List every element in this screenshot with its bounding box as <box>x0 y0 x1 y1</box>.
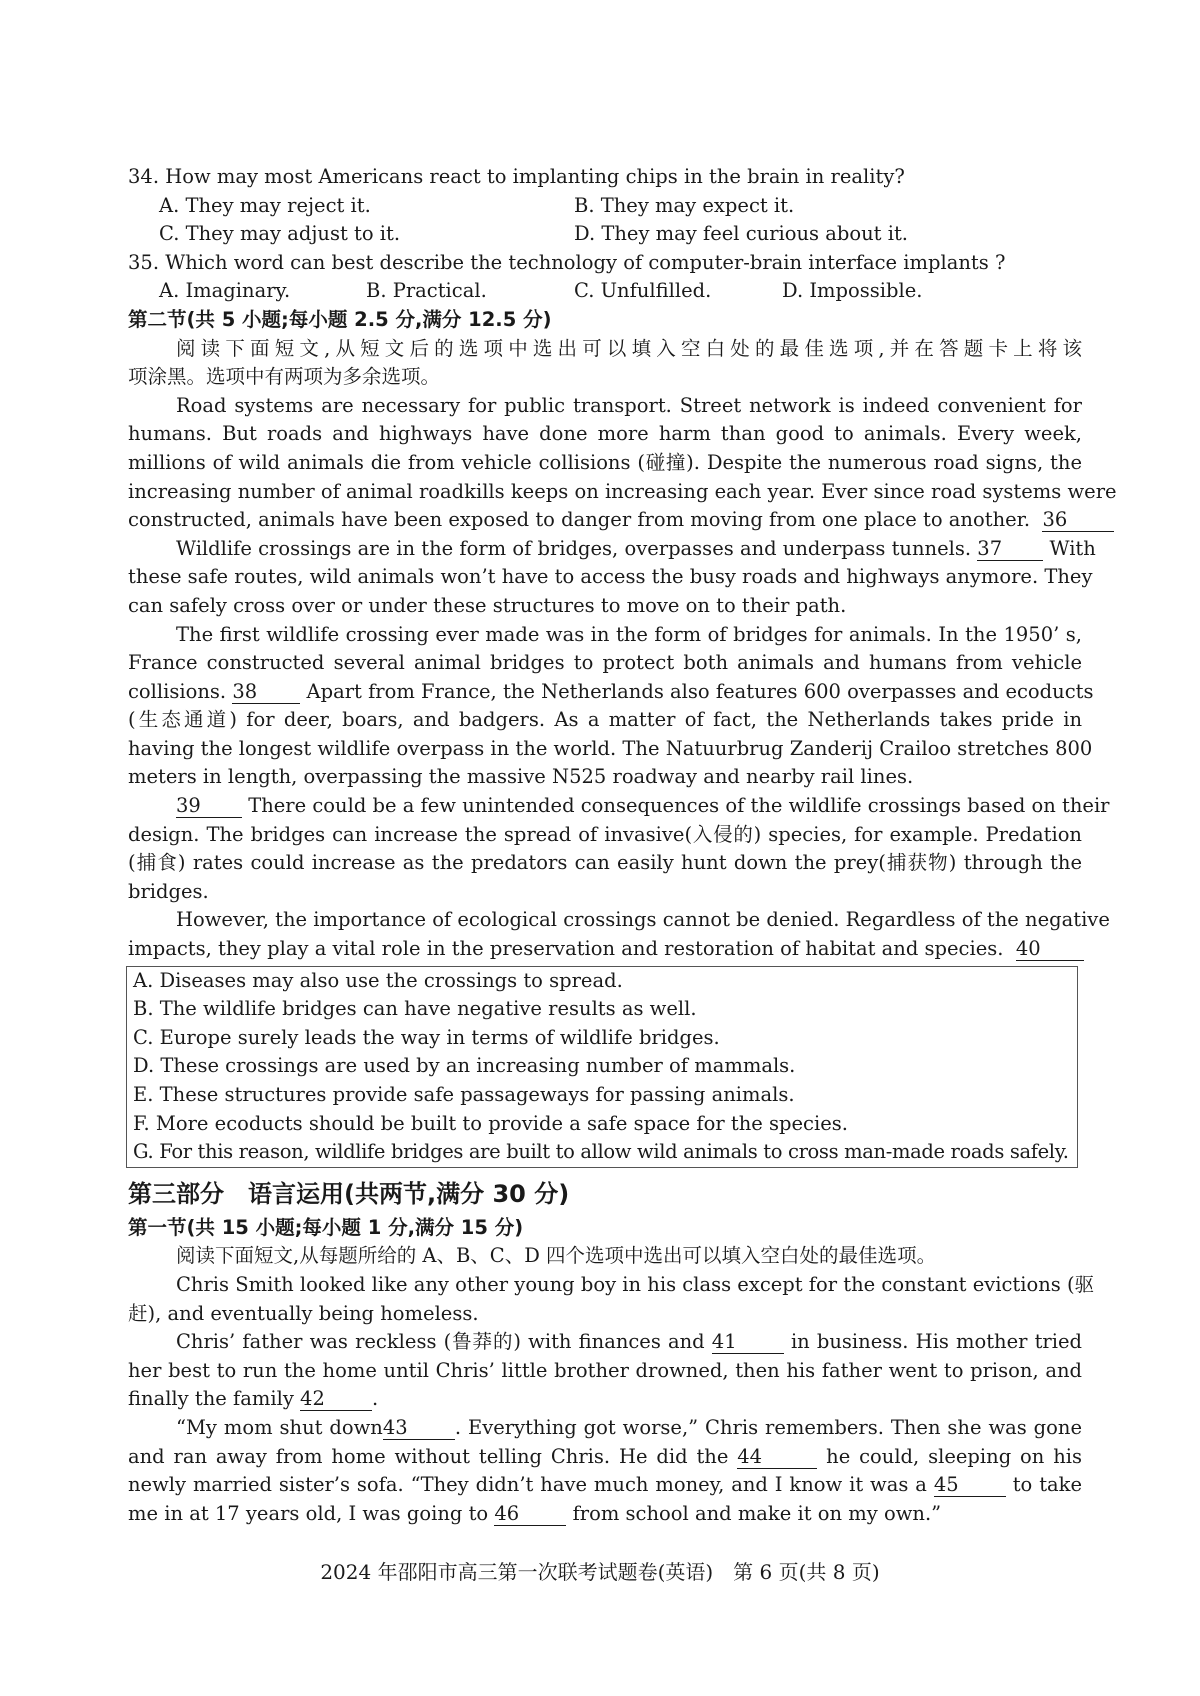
p3-line-6: meters in length, overpassing the massive N525 roadway and nearby rail lines. <box>128 765 914 789</box>
blank-36[interactable]: 36 <box>1042 509 1114 532</box>
q34-option-c: C. They may adjust to it. <box>159 222 401 246</box>
p3-line-3-tail: Apart from France, the Netherlands also features 600 overpasses and ecoducts <box>306 679 1094 703</box>
q34-option-a: A. They may reject it. <box>159 193 371 217</box>
p2-line-3: can safely cross over or under these structures to move on to their path. <box>128 593 847 617</box>
p1-line-1: Road systems are necessary for public transport. Street network is indeed convenient for <box>176 393 1082 417</box>
blank-41[interactable]: 41 <box>712 1331 784 1354</box>
cloze-p3-line-4-tail: from school and make it on my own.” <box>572 1501 942 1525</box>
p4-line-3: (捕食) rates could increase as the predators can easily hunt down the prey(捕获物) through the <box>128 851 1082 875</box>
cloze-p3-line-1 <box>128 1414 1082 1443</box>
cloze-paragraph-3 <box>128 1414 1082 1528</box>
cloze-p3-line-3 <box>128 1471 1082 1500</box>
p5-line-2-text: impacts, they play a vital role in the preservation and restoration of habitat and species. <box>128 937 1004 961</box>
blank-38[interactable]: 38 <box>232 681 300 704</box>
p1-line-5-text: constructed, animals have been exposed to danger from moving from one place to another. <box>128 508 1031 532</box>
p2-line-1-text: Wildlife crossings are in the form of bridges, overpasses and underpass tunnels. <box>176 536 972 560</box>
cloze-paragraph-1 <box>128 1271 1095 1328</box>
cloze-p3-line-4-text: me in at 17 years old, I was going to <box>128 1501 489 1525</box>
blank-39[interactable]: 39 <box>176 795 242 818</box>
passage-paragraph-4 <box>128 792 1110 906</box>
p4-line-2: design. The bridges can increase the spread of invasive(入侵的) species, for example. Predation <box>128 822 1082 846</box>
cloze-paragraph-2 <box>128 1328 1082 1414</box>
option-g: G. For this reason, wildlife bridges are built to allow wild animals to cross man-made roads safely. <box>133 1140 1069 1164</box>
cloze-p2-line-2: her best to run the home until Chris’ little brother drowned, then his father went to prison, and <box>128 1358 1082 1382</box>
p3-line-3-text: collisions. <box>128 679 227 703</box>
section2-instructions <box>128 335 1082 392</box>
part3-instructions: 阅读下面短文,从每题所给的 A、B、C、D 四个选项中选出可以填入空白处的最佳选项。 <box>176 1244 937 1268</box>
passage-paragraph-3 <box>128 621 1094 793</box>
cloze-p2-line-1-text: Chris’ father was reckless (鲁莽的) with finances and <box>176 1330 705 1354</box>
q34-options-row2 <box>128 220 1082 249</box>
page-footer: 2024 年邵阳市高三第一次联考试题卷(英语) 第 6 页(共 8 页) <box>320 1560 880 1584</box>
option-f: F. More ecoducts should be built to provide a safe space for the species. <box>133 1111 848 1135</box>
p3-line-5: having the longest wildlife overpass in the world. The Natuurbrug Zanderij Crailoo stretches 800 <box>128 736 1093 760</box>
section2-heading: 第二节(共 5 小题;每小题 2.5 分,满分 12.5 分) <box>128 307 552 331</box>
cloze-p3-line-3-text: newly married sister’s sofa. “They didn’t have much money, and I know it was a <box>128 1473 927 1497</box>
passage-paragraph-2 <box>128 535 1096 621</box>
cloze-p2-line-3 <box>128 1385 1082 1414</box>
p1-line-2: humans. But roads and highways have done more harm than good to animals. Every week, <box>128 422 1082 446</box>
blank-45[interactable]: 45 <box>934 1474 1006 1497</box>
p5-line-2 <box>128 935 1082 964</box>
cloze-p3-line-3-tail: to take <box>1012 1473 1083 1497</box>
cloze-p3-line-4 <box>128 1500 1082 1529</box>
blank-44[interactable]: 44 <box>737 1446 817 1469</box>
p2-line-1 <box>128 535 1096 564</box>
passage-paragraph-1 <box>128 392 1117 535</box>
part3-heading: 第三部分 语言运用(共两节,满分 30 分) <box>128 1179 570 1208</box>
blank-42[interactable]: 42 <box>300 1388 372 1411</box>
p3-line-3 <box>128 678 1094 707</box>
q35-stem: 35. Which word can best describe the technology of computer-brain interface implants ? <box>128 250 1006 274</box>
cloze-p1-line-2: 赶), and eventually being homeless. <box>128 1301 479 1325</box>
option-d: D. These crossings are used by an increasing number of mammals. <box>133 1054 796 1078</box>
q34-option-d: D. They may feel curious about it. <box>574 222 908 246</box>
option-c: C. Europe surely leads the way in terms of wildlife bridges. <box>133 1025 720 1049</box>
q34-options-row1 <box>128 192 1082 221</box>
p4-line-4: bridges. <box>128 879 209 903</box>
cloze-p3-line-1-tail: . Everything got worse,” Chris remembers. Then she was gone <box>454 1415 1082 1439</box>
section2-instr-line2: 项涂黑。选项中有两项为多余选项。 <box>128 365 441 389</box>
p1-line-4: increasing number of animal roadkills keeps on increasing each year. Ever since road systems were <box>128 479 1117 503</box>
cloze-p2-line-1-tail: in business. His mother tried <box>790 1330 1083 1354</box>
q35-option-b: B. Practical. <box>366 279 487 303</box>
cloze-p3-line-1-text: “My mom shut down <box>176 1415 383 1439</box>
p4-line-1 <box>128 792 1110 821</box>
options-box <box>126 966 1078 1168</box>
blank-43[interactable]: 43 <box>383 1417 455 1440</box>
p2-line-1-tail: With <box>1049 536 1096 560</box>
section2-instr-line1: 阅读下面短文,从短文后的选项中选出可以填入空白处的最佳选项,并在答题卡上将该 <box>176 336 1082 360</box>
cloze-p3-line-2 <box>128 1443 1082 1472</box>
option-b: B. The wildlife bridges can have negative results as well. <box>133 997 697 1021</box>
p4-line-1-text: There could be a few unintended consequences of the wildlife crossings based on their <box>248 794 1110 818</box>
p5-line-1: However, the importance of ecological crossings cannot be denied. Regardless of the negative <box>176 908 1110 932</box>
part3-subheading: 第一节(共 15 小题;每小题 1 分,满分 15 分) <box>128 1215 524 1239</box>
option-e: E. These structures provide safe passageways for passing animals. <box>133 1083 795 1106</box>
q35-option-d: D. Impossible. <box>782 279 923 303</box>
cloze-p2-line-1 <box>128 1328 1082 1357</box>
q34-stem: 34. How may most Americans react to implanting chips in the brain in reality? <box>128 165 905 188</box>
blank-37[interactable]: 37 <box>977 538 1043 561</box>
q34-option-b: B. They may expect it. <box>574 193 795 217</box>
cloze-p2-line-3-text: finally the family <box>128 1387 294 1411</box>
p1-line-5 <box>128 506 1082 535</box>
p3-line-4: (生态通道) for deer, boars, and badgers. As a matter of fact, the Netherlands takes pride in <box>128 708 1082 732</box>
q35-options-row <box>128 277 1082 306</box>
p2-line-2: these safe routes, wild animals won’t have to access the busy roads and highways anymore. They <box>128 565 1093 589</box>
blank-46[interactable]: 46 <box>494 1503 566 1526</box>
p3-line-1: The first wildlife crossing ever made was in the form of bridges for animals. In the 1950’ s, <box>176 622 1082 646</box>
exam-page <box>128 163 1117 1528</box>
cloze-p2-line-3-tail: . <box>372 1387 379 1411</box>
cloze-p3-line-2-tail: he could, sleeping on his <box>826 1444 1083 1468</box>
cloze-p3-line-2-text: and ran away from home without telling Chris. He did the <box>128 1444 729 1468</box>
cloze-p1-line-1: Chris Smith looked like any other young boy in his class except for the constant evictions (驱 <box>176 1272 1095 1296</box>
p3-line-2: France constructed several animal bridges to protect both animals and humans from vehicle <box>128 651 1082 675</box>
q35-option-a: A. Imaginary. <box>159 279 291 303</box>
option-a: A. Diseases may also use the crossings to spread. <box>133 968 623 992</box>
blank-40[interactable]: 40 <box>1016 938 1084 961</box>
q35-option-c: C. Unfulfilled. <box>574 279 712 303</box>
p1-line-3: millions of wild animals die from vehicle collisions (碰撞). Despite the numerous road signs, the <box>128 450 1082 474</box>
passage-paragraph-5 <box>128 906 1110 963</box>
